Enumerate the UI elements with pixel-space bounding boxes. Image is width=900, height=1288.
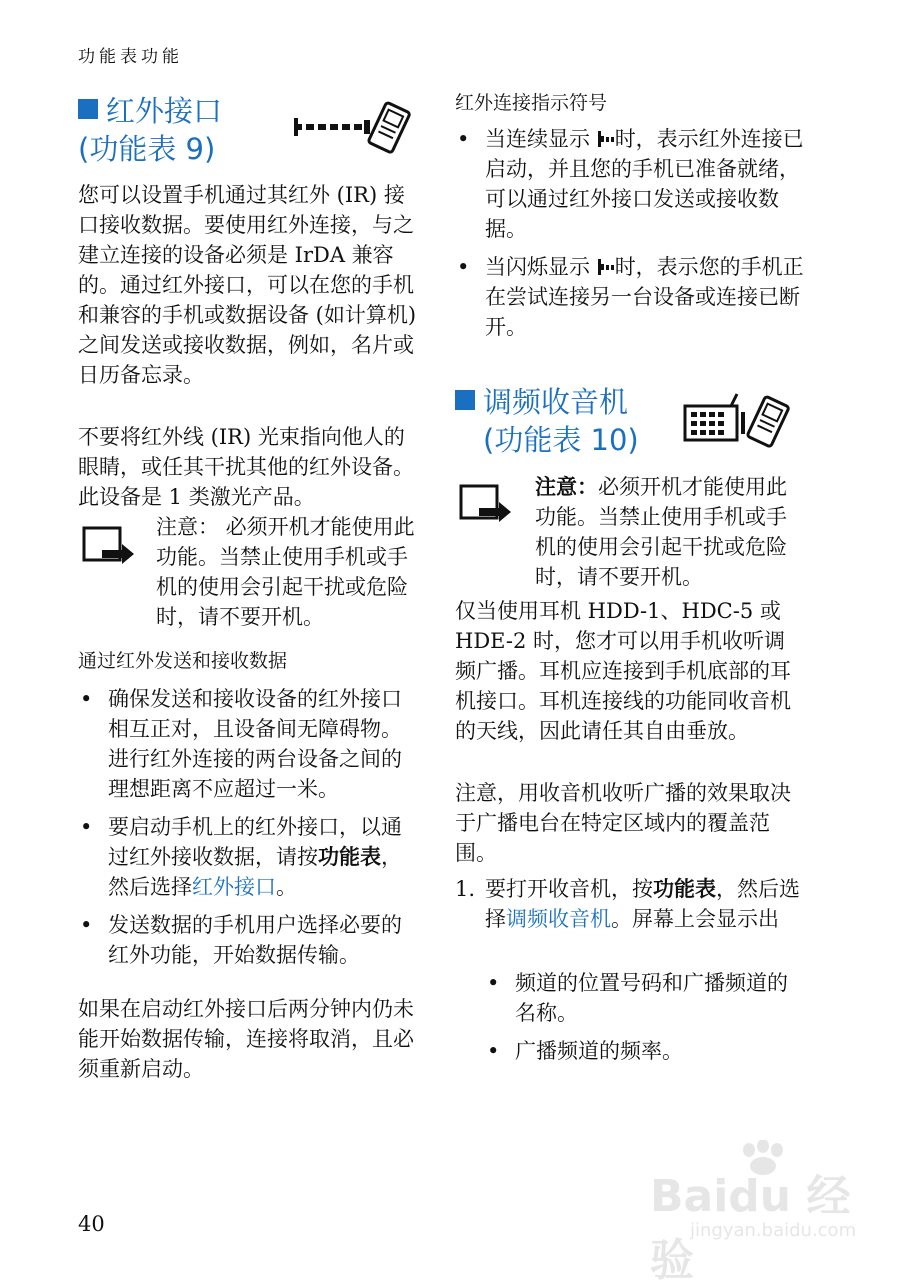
fm-radio-section-title: 调频收音机 (功能表 10): [455, 383, 639, 459]
watermark-url: jingyan.baidu.com: [690, 1220, 857, 1241]
list-item: • 频道的位置号码和广播频道的名称。: [487, 971, 788, 1025]
timeout-paragraph: 如果在启动红外接口后两分钟内仍未能开始数据传输，连接将取消，且必须重新启动。: [78, 997, 414, 1081]
note-text: 注意： 必须开机才能使用此功能。当禁止使用手机或手机的使用会引起干扰或危险时，请不要开机。: [156, 515, 415, 629]
list-item: • 要启动手机上的红外接口，以通过红外接收数据，请按功能表，然后选择红外接口。: [80, 815, 402, 899]
section-square-icon: [455, 390, 475, 410]
infrared-menu-link[interactable]: 红外接口: [192, 875, 276, 899]
infrared-feature-icon: [292, 98, 412, 158]
headset-paragraph: 仅当使用耳机 HDD-1、HDC-5 或 HDE-2 时，您才可以用手机收听调频广播。耳机应连接到手机底部的耳机接口。耳机连接线的功能同收音机的天线，因此请任其自由垂放。: [455, 599, 791, 743]
radio-feature-icon: [681, 392, 805, 452]
step-text: 要打开收音机，按功能表，然后选择调频收音机。屏幕上会显示出: [485, 876, 800, 931]
send-receive-list: [78, 684, 420, 978]
note-text: 注意：必须开机才能使用此功能。当禁止使用手机或手机的使用会引起干扰或危险时，请不要开机。: [535, 474, 787, 589]
list-item: • 当闪烁显示 时，表示您的手机正在尝试连接另一台设备或连接已断开。: [457, 255, 804, 339]
running-head: 功能表功能: [78, 47, 183, 67]
ir-indicator-heading: 红外连接指示符号: [455, 92, 608, 114]
list-item: • 当连续显示 时，表示红外连接已启动，并且您的手机已准备就绪，可以通过红外接口发送或接收数据。: [457, 127, 804, 241]
fm-radio-menu-link[interactable]: 调频收音机: [506, 907, 611, 931]
infrared-section-title: 红外接口 (功能表 9): [78, 94, 223, 166]
coverage-paragraph: 注意，用收音机收听广播的效果取决于广播电台在特定区域内的覆盖范围。: [455, 781, 791, 865]
step-number: 1.: [455, 877, 476, 901]
list-item: • 确保发送和接收设备的红外接口相互正对，且设备间无障碍物。进行红外连接的两台设备之间的理想距离不应超过一米。: [80, 687, 402, 801]
list-item: • 发送数据的手机用户选择必要的红外功能，开始数据传输。: [80, 913, 402, 967]
section-square-icon: [78, 99, 98, 119]
list-item: • 广播频道的频率。: [487, 1039, 683, 1063]
radio-display-list: [485, 968, 803, 1074]
ir-indicator-icon: [597, 129, 615, 149]
ir-indicator-icon: [597, 257, 615, 277]
page-number: 40: [78, 1212, 105, 1236]
note-hand-icon: [459, 484, 513, 528]
infrared-intro: 您可以设置手机通过其红外 (IR) 接口接收数据。要使用红外连接，与之建立连接的设备必须是 IrDA 兼容的。通过红外接口，可以在您的手机和兼容的手机或数据设备 (如计算机) 之间发送或接收数据，例如，名片或日历备忘录。: [78, 183, 417, 387]
send-receive-heading: 通过红外发送和接收数据: [78, 650, 288, 672]
note-hand-icon: [82, 526, 136, 570]
ir-indicator-list: [455, 124, 805, 350]
baidu-watermark: [640, 1140, 880, 1286]
watermark-brand: Baidu 经验: [650, 1171, 851, 1286]
infrared-warning: 不要将红外线 (IR) 光束指向他人的眼睛，或任其干扰其他的红外设备。此设备是 1 类激光产品。: [78, 425, 414, 509]
